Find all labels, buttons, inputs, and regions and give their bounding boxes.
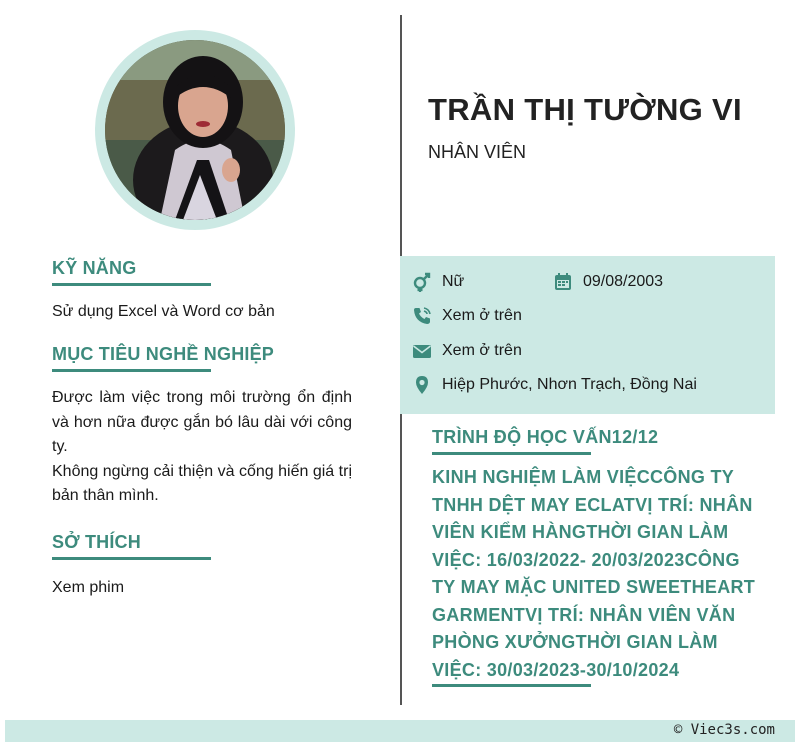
education-rule: [432, 452, 591, 455]
objective-rule: [52, 369, 211, 372]
phone-value: Xem ở trên: [442, 307, 522, 324]
birthday-value: 09/08/2003: [583, 273, 664, 290]
profile-position: NHÂN VIÊN: [428, 142, 527, 162]
education-title: TRÌNH ĐỘ HỌC VẤN12/12: [432, 427, 659, 447]
gender-icon: [412, 272, 432, 292]
footer-bar: [5, 720, 795, 742]
objective-line-2: Không ngừng cải thiện và cống hiến giá trị bản thân mình.: [52, 462, 352, 504]
objective-line-1: Được làm việc trong môi trường ổn định và hơn nữa được gắn bó lâu dài với công ty.: [52, 389, 352, 455]
avatar-photo: [105, 40, 285, 220]
contact-birthday: [553, 272, 663, 292]
skills-title: KỸ NĂNG: [52, 258, 137, 278]
contact-panel: [400, 256, 775, 414]
experience-text: KINH NGHIỆM LÀM VIỆCCÔNG TY TNHH DỆT MAY ECLATVỊ TRÍ: NHÂN VIÊN KIỂM HÀNGTHỜI GIAN LÀM VIỆC: 16/03/2022- 20/03/2023CÔNG TY MAY MẶC UNITED SWEETHEART GARMENTVỊ TRÍ: NHÂN VIÊN VĂN PHÒNG XƯỞNGTHỜI GIAN LÀM VIỆC: 30/03/2023-30/10/2024: [432, 467, 756, 680]
location-icon: [412, 375, 432, 395]
experience-rule: [432, 684, 591, 687]
footer-credit: © Viec3s.com: [673, 722, 775, 738]
objective-title: MỤC TIÊU NGHỀ NGHIỆP: [52, 344, 275, 364]
gender-value: Nữ: [442, 273, 465, 290]
contact-address: [412, 375, 697, 395]
contact-email: [412, 341, 522, 361]
email-value: Xem ở trên: [442, 342, 522, 359]
contact-phone: [412, 306, 522, 326]
avatar-frame: [95, 30, 295, 230]
contact-gender: [412, 272, 464, 292]
skills-text: Sử dụng Excel và Word cơ bản: [52, 303, 275, 320]
objective-text: [52, 386, 352, 509]
address-value: Hiệp Phước, Nhơn Trạch, Đồng Nai: [442, 376, 697, 393]
hobbies-rule: [52, 557, 211, 560]
calendar-icon: [553, 272, 573, 292]
hobbies-title: SỞ THÍCH: [52, 532, 141, 552]
hobbies-text: Xem phim: [52, 579, 125, 596]
avatar: [105, 40, 285, 220]
profile-name: TRẦN THỊ TƯỜNG VI: [428, 92, 742, 127]
skills-rule: [52, 283, 211, 286]
phone-icon: [412, 306, 432, 326]
email-icon: [412, 341, 432, 361]
